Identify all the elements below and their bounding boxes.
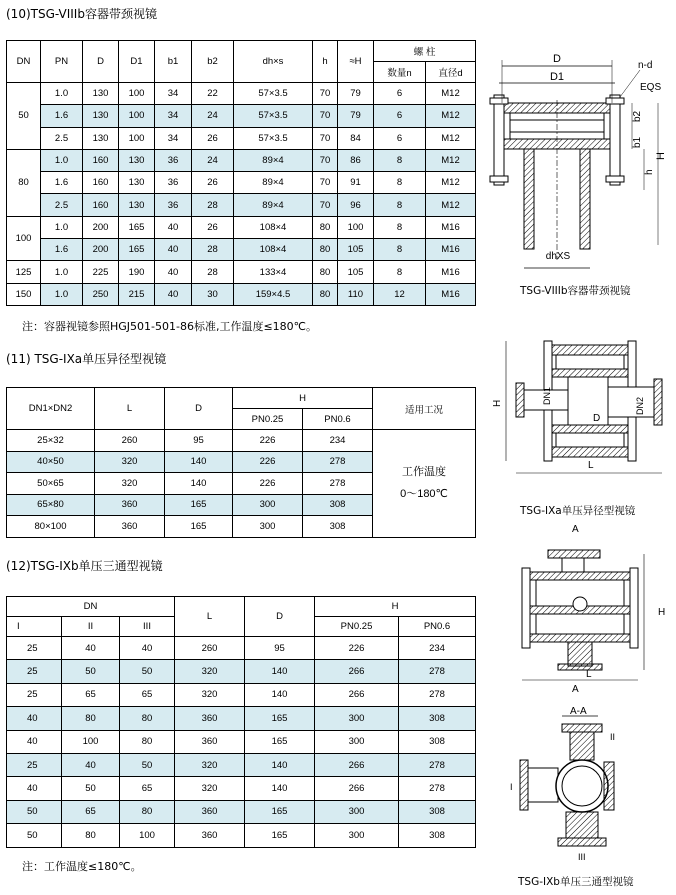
table-row xyxy=(7,800,476,823)
section11-table xyxy=(6,387,476,538)
table-cell: 65 xyxy=(62,683,120,706)
col-pn025: PN0.25 xyxy=(315,617,399,637)
table-cell: 8 xyxy=(374,216,426,238)
table-cell: 278 xyxy=(399,660,476,683)
table-cell: 50 xyxy=(62,660,120,683)
figure11-caption: TSG-IXa单压异径型视镜 xyxy=(520,505,636,517)
table-cell: 130 xyxy=(83,83,119,105)
table-cell: 34 xyxy=(155,127,192,149)
table-cell: 105 xyxy=(338,239,374,261)
col-i: I xyxy=(7,617,62,637)
table-cell: 165 xyxy=(165,516,233,538)
table-cell: 1.0 xyxy=(41,283,83,305)
table-cell: 108×4 xyxy=(234,216,313,238)
table-cell: 1.6 xyxy=(41,172,83,194)
table-cell: 6 xyxy=(374,83,426,105)
table-cell: 133×4 xyxy=(234,261,313,283)
col-b2: b2 xyxy=(192,41,234,83)
table-cell: 308 xyxy=(399,730,476,753)
section12-table xyxy=(6,596,476,848)
table-cell: 130 xyxy=(83,127,119,149)
table-cell: 278 xyxy=(399,753,476,776)
figure-container-neck-sight-glass xyxy=(480,40,670,310)
section11-title: (11) TSG-IXa单压异径型视镜 xyxy=(6,352,167,366)
table-cell: M16 xyxy=(426,216,476,238)
table-cell: 100 xyxy=(338,216,374,238)
label-l: L xyxy=(586,669,592,680)
label-a-top: A xyxy=(572,524,579,535)
col-bolt: 螺 柱 xyxy=(374,41,476,62)
col-iii: III xyxy=(120,617,175,637)
table-cell: 320 xyxy=(175,777,245,800)
table-cell: 28 xyxy=(192,239,234,261)
table-cell: 1.0 xyxy=(41,216,83,238)
table-cell: 215 xyxy=(119,283,155,305)
table-cell: 360 xyxy=(175,707,245,730)
table-cell: 140 xyxy=(245,753,315,776)
table-cell: 260 xyxy=(95,430,165,452)
label-h: H xyxy=(658,607,666,618)
col-l: L xyxy=(95,388,165,430)
col-b1: b1 xyxy=(155,41,192,83)
table-cell: 1.0 xyxy=(41,261,83,283)
table-cell: 105 xyxy=(338,261,374,283)
table-cell: 8 xyxy=(374,172,426,194)
table-cell: 89×4 xyxy=(234,149,313,171)
table-cell: 225 xyxy=(83,261,119,283)
table-cell: 36 xyxy=(155,149,192,171)
col-bolt-count: 数量n xyxy=(374,62,426,83)
table-cell: 80 xyxy=(62,707,120,730)
figure-reducer-sight-glass xyxy=(480,335,670,505)
table-cell: 34 xyxy=(155,105,192,127)
table-cell: 86 xyxy=(338,149,374,171)
table-cell: 70 xyxy=(313,149,338,171)
table-cell: 200 xyxy=(83,216,119,238)
table-cell: 65×80 xyxy=(7,494,95,516)
condition-line1: 工作温度 xyxy=(402,466,446,479)
table-cell: 140 xyxy=(245,660,315,683)
table-cell: 260 xyxy=(175,637,245,660)
col-h: h xyxy=(313,41,338,83)
dn-cell: 50 xyxy=(7,83,41,150)
label-nd: n-d xyxy=(638,60,653,71)
table-cell: 140 xyxy=(245,777,315,800)
table-cell: 159×4.5 xyxy=(234,283,313,305)
table-cell: 1.6 xyxy=(41,105,83,127)
table-cell: 320 xyxy=(175,660,245,683)
col-d: D xyxy=(83,41,119,83)
table-cell: 28 xyxy=(192,261,234,283)
table-cell: 360 xyxy=(95,494,165,516)
table-cell: 34 xyxy=(155,83,192,105)
table-row xyxy=(7,105,476,127)
table-cell: 2.5 xyxy=(41,127,83,149)
table-cell: 140 xyxy=(165,473,233,495)
table-cell: 234 xyxy=(399,637,476,660)
col-d: D xyxy=(165,388,233,430)
table-cell: 80 xyxy=(313,283,338,305)
table-cell: 24 xyxy=(192,149,234,171)
table-cell: 26 xyxy=(192,216,234,238)
label-d: D xyxy=(553,53,561,65)
table-cell: 26 xyxy=(192,127,234,149)
table-cell: 320 xyxy=(95,473,165,495)
table-row xyxy=(7,216,476,238)
table-cell: 165 xyxy=(245,824,315,847)
table-cell: 70 xyxy=(313,172,338,194)
label-i: I xyxy=(510,782,513,792)
label-ii: II xyxy=(610,732,616,742)
table-cell: 234 xyxy=(303,430,373,452)
col-approx-h: ≈H xyxy=(338,41,374,83)
col-dn: DN xyxy=(7,41,41,83)
table-cell: 95 xyxy=(245,637,315,660)
table-cell: 360 xyxy=(175,800,245,823)
table-cell: 266 xyxy=(315,683,399,706)
table-cell: 1.0 xyxy=(41,149,83,171)
table-row xyxy=(7,660,476,683)
table-cell: 40 xyxy=(62,637,120,660)
table-cell: 108×4 xyxy=(234,239,313,261)
table-cell: 300 xyxy=(233,494,303,516)
table-cell: 360 xyxy=(175,730,245,753)
table-cell: 226 xyxy=(315,637,399,660)
right-bolt-shape xyxy=(610,95,620,185)
table-cell: 6 xyxy=(374,105,426,127)
col-h: H xyxy=(233,388,373,409)
table-cell: 300 xyxy=(315,730,399,753)
table-row xyxy=(7,777,476,800)
table-cell: 8 xyxy=(374,149,426,171)
table-cell: 95 xyxy=(165,430,233,452)
dn-cell: 100 xyxy=(7,216,41,261)
col-condition: 适用工况 xyxy=(373,388,476,430)
table-cell: M12 xyxy=(426,149,476,171)
condition-cell xyxy=(373,430,476,538)
table-cell: 25 xyxy=(7,660,62,683)
table-cell: M16 xyxy=(426,239,476,261)
table-cell: 278 xyxy=(399,777,476,800)
table-cell: 8 xyxy=(374,261,426,283)
section11-table-body xyxy=(7,430,476,538)
table-cell: 320 xyxy=(175,753,245,776)
table-cell: 308 xyxy=(303,516,373,538)
table-cell: 65 xyxy=(120,683,175,706)
table-cell: 80×100 xyxy=(7,516,95,538)
table-cell: 50×65 xyxy=(7,473,95,495)
table-cell: M12 xyxy=(426,105,476,127)
dn-cell: 125 xyxy=(7,261,41,283)
section10-table xyxy=(6,40,476,306)
label-d: D xyxy=(593,413,601,424)
table-cell: 1.0 xyxy=(41,83,83,105)
table-row xyxy=(7,730,476,753)
table-cell: 65 xyxy=(120,777,175,800)
table-cell: 22 xyxy=(192,83,234,105)
table-cell: 250 xyxy=(83,283,119,305)
table-cell: 165 xyxy=(245,800,315,823)
table-cell: 28 xyxy=(192,194,234,216)
table-cell: 200 xyxy=(83,239,119,261)
label-d1: D1 xyxy=(549,71,565,83)
dn-cell: 80 xyxy=(7,149,41,216)
label-h: H xyxy=(492,399,503,407)
table-cell: 25 xyxy=(7,683,62,706)
table-cell: M12 xyxy=(426,83,476,105)
table-cell: 1.6 xyxy=(41,239,83,261)
table-cell: 8 xyxy=(374,239,426,261)
table-row xyxy=(7,194,476,216)
label-b2: b2 xyxy=(632,110,643,122)
table-row xyxy=(7,261,476,283)
table-cell: 320 xyxy=(175,683,245,706)
table-cell: 25 xyxy=(7,753,62,776)
table-cell: 360 xyxy=(175,824,245,847)
table-cell: 110 xyxy=(338,283,374,305)
label-l: L xyxy=(588,460,594,471)
table-cell: 25×32 xyxy=(7,430,95,452)
label-aa: A-A xyxy=(570,706,587,717)
table-cell: 40 xyxy=(7,777,62,800)
table-cell: 226 xyxy=(233,430,303,452)
table-cell: 160 xyxy=(83,172,119,194)
dn-cell: 150 xyxy=(7,283,41,305)
col-dn: DN xyxy=(7,597,175,617)
table-cell: 140 xyxy=(245,683,315,706)
figure-tee-sight-glass-section xyxy=(500,702,670,872)
table-row xyxy=(7,149,476,171)
section12-table-body xyxy=(7,637,476,848)
condition-line2: 0～180℃ xyxy=(400,488,448,501)
label-dhxs: dhXS xyxy=(545,251,571,262)
table-cell: 165 xyxy=(245,707,315,730)
table-cell: 100 xyxy=(119,127,155,149)
label-b1: b1 xyxy=(632,136,643,148)
col-ii: II xyxy=(62,617,120,637)
label-h: h xyxy=(644,169,655,175)
table-cell: 308 xyxy=(399,824,476,847)
table-cell: 70 xyxy=(313,83,338,105)
table-cell: 36 xyxy=(155,172,192,194)
table-cell: 308 xyxy=(399,707,476,730)
table-cell: M12 xyxy=(426,172,476,194)
table-cell: 24 xyxy=(192,105,234,127)
table-cell: 80 xyxy=(313,239,338,261)
table-cell: 96 xyxy=(338,194,374,216)
table-cell: 140 xyxy=(165,451,233,473)
col-dn1xdn2: DN1×DN2 xyxy=(7,388,95,430)
table-cell: 80 xyxy=(313,261,338,283)
table-cell: 165 xyxy=(119,239,155,261)
table-cell: 80 xyxy=(62,824,120,847)
left-bolt-shape xyxy=(494,95,504,185)
table-cell: 70 xyxy=(313,127,338,149)
table-cell: 80 xyxy=(120,800,175,823)
table-cell: 30 xyxy=(192,283,234,305)
section10-title: (10)TSG-VIIIb容器带颈视镜 xyxy=(6,7,157,21)
table-row xyxy=(7,683,476,706)
table-cell: 50 xyxy=(120,753,175,776)
table-cell: 100 xyxy=(119,105,155,127)
table-cell: 300 xyxy=(315,824,399,847)
table-cell: 266 xyxy=(315,753,399,776)
neck-right-wall xyxy=(580,149,590,249)
table-cell: M12 xyxy=(426,127,476,149)
table-cell: 226 xyxy=(233,451,303,473)
col-pn06: PN0.6 xyxy=(399,617,476,637)
table-cell: 130 xyxy=(119,149,155,171)
table-cell: 80 xyxy=(120,730,175,753)
label-dn1: DN1 xyxy=(542,386,552,405)
table-cell: 50 xyxy=(62,777,120,800)
table-cell: 50 xyxy=(7,824,62,847)
table-cell: 190 xyxy=(119,261,155,283)
table-cell: 100 xyxy=(62,730,120,753)
table-cell: 300 xyxy=(315,707,399,730)
table-cell: 320 xyxy=(95,451,165,473)
col-pn: PN xyxy=(41,41,83,83)
table-cell: 266 xyxy=(315,777,399,800)
table-cell: 226 xyxy=(233,473,303,495)
table-row xyxy=(7,637,476,660)
table-cell: M16 xyxy=(426,261,476,283)
table-cell: 160 xyxy=(83,194,119,216)
table-cell: 40×50 xyxy=(7,451,95,473)
table-cell: 25 xyxy=(7,637,62,660)
table-cell: 308 xyxy=(399,800,476,823)
table-cell: 57×3.5 xyxy=(234,105,313,127)
figure10-caption: TSG-VIIIb容器带颈视镜 xyxy=(520,285,631,297)
table-cell: 300 xyxy=(233,516,303,538)
table-cell: 36 xyxy=(155,194,192,216)
table-cell: 6 xyxy=(374,127,426,149)
table-cell: 130 xyxy=(119,172,155,194)
table-cell: 40 xyxy=(155,216,192,238)
label-a-bottom: A xyxy=(572,684,579,695)
table-row xyxy=(7,753,476,776)
label-eqs: EQS xyxy=(640,82,662,93)
table-cell: 79 xyxy=(338,83,374,105)
neck-left-wall xyxy=(524,149,534,249)
table-cell: M12 xyxy=(426,194,476,216)
col-d: D xyxy=(245,597,315,637)
table-cell: 308 xyxy=(303,494,373,516)
table-cell: 57×3.5 xyxy=(234,127,313,149)
col-dhxs: dh×s xyxy=(234,41,313,83)
table-cell: 160 xyxy=(83,149,119,171)
table-cell: 40 xyxy=(155,261,192,283)
table-cell: 79 xyxy=(338,105,374,127)
col-h: H xyxy=(315,597,476,617)
col-pn025: PN0.25 xyxy=(233,409,303,430)
table-cell: 50 xyxy=(7,800,62,823)
table-cell: 40 xyxy=(7,730,62,753)
table-row xyxy=(7,83,476,105)
col-bolt-diameter: 直径d xyxy=(426,62,476,83)
table-cell: 89×4 xyxy=(234,172,313,194)
table-cell: 40 xyxy=(120,637,175,660)
table-cell: 40 xyxy=(155,239,192,261)
table-row xyxy=(7,430,476,452)
table-cell: 278 xyxy=(303,473,373,495)
table-cell: 40 xyxy=(155,283,192,305)
table-cell: 57×3.5 xyxy=(234,83,313,105)
table-cell: 26 xyxy=(192,172,234,194)
table-cell: 165 xyxy=(119,216,155,238)
table-cell: 40 xyxy=(7,707,62,730)
table-cell: 40 xyxy=(62,753,120,776)
table-cell: 130 xyxy=(83,105,119,127)
table-cell: 65 xyxy=(62,800,120,823)
table-cell: 70 xyxy=(313,194,338,216)
table-row xyxy=(7,707,476,730)
table-cell: 360 xyxy=(95,516,165,538)
table-cell: 89×4 xyxy=(234,194,313,216)
table-cell: 80 xyxy=(120,707,175,730)
table-cell: 266 xyxy=(315,660,399,683)
col-d1: D1 xyxy=(119,41,155,83)
label-big-h: H xyxy=(655,152,667,160)
col-l: L xyxy=(175,597,245,637)
table-cell: 80 xyxy=(313,216,338,238)
table-cell: 12 xyxy=(374,283,426,305)
table-row xyxy=(7,239,476,261)
col-pn06: PN0.6 xyxy=(303,409,373,430)
section12-title: (12)TSG-IXb单压三通型视镜 xyxy=(6,559,163,573)
table-cell: 100 xyxy=(119,83,155,105)
table-cell: M16 xyxy=(426,283,476,305)
table-cell: 84 xyxy=(338,127,374,149)
table-cell: 300 xyxy=(315,800,399,823)
table-row xyxy=(7,172,476,194)
table-cell: 50 xyxy=(120,660,175,683)
table-cell: 91 xyxy=(338,172,374,194)
table-cell: 8 xyxy=(374,194,426,216)
table-cell: 165 xyxy=(165,494,233,516)
table-row xyxy=(7,127,476,149)
table-cell: 278 xyxy=(399,683,476,706)
table-cell: 278 xyxy=(303,451,373,473)
table-cell: 165 xyxy=(245,730,315,753)
table-cell: 70 xyxy=(313,105,338,127)
label-dn2: DN2 xyxy=(635,396,645,415)
table-row xyxy=(7,283,476,305)
table-cell: 100 xyxy=(120,824,175,847)
section10-note: 注：容器视镜参照HGJ501-501-86标准,工作温度≤180℃。 xyxy=(22,320,318,333)
table-cell: 2.5 xyxy=(41,194,83,216)
section10-table-body xyxy=(7,83,476,306)
table-row xyxy=(7,824,476,847)
label-iii: III xyxy=(578,852,586,862)
section12-note: 注：工作温度≤180℃。 xyxy=(22,860,142,873)
figure12-caption: TSG-IXb单压三通型视镜 xyxy=(518,876,634,888)
table-cell: 130 xyxy=(119,194,155,216)
figure-tee-sight-glass-elevation xyxy=(500,520,670,695)
